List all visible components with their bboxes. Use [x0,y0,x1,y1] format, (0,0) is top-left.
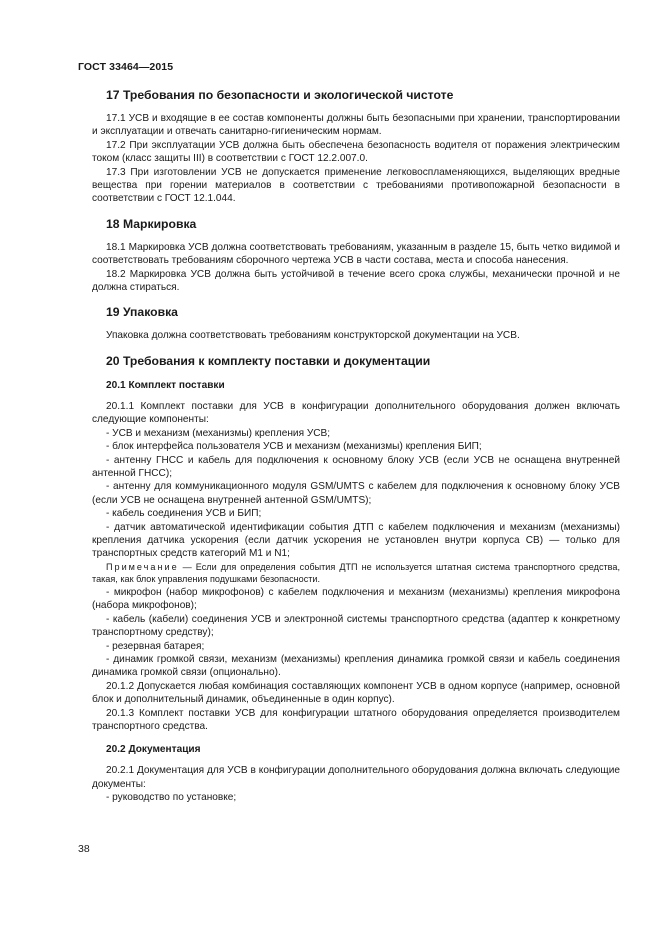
para-19: Упаковка должна соответствовать требованиям конструкторской документации на УСВ. [106,330,520,342]
section-17-title: 17 Требования по безопасности и экологической чистоте [106,88,454,102]
list-item: - кабель соединения УСВ и БИП; [106,508,262,520]
para-17-1: 17.1 УСВ и входящие в ее состав компоненты должны быть безопасными при хранении, транспортировании и эксплуатации и отвечать санитарно-гигиеническим нормам. [92,113,620,138]
list-item: - УСВ и механизм (механизмы) крепления УСВ; [106,427,331,439]
list-item: - антенну для коммуникационного модуля GSM/UMTS с кабелем для подключения к основному блоку УСВ (если УСВ не оснащена внутренней антенной GSM/UMTS); [92,481,620,506]
para-17-3: 17.3 При изготовлении УСВ не допускается применение легковоспламеняющихся, выделяющих вредные вещества при горении материалов в соответствии с требованиями противопожарной безопасности в соответствии с ГОСТ 12.1.044. [92,166,620,205]
page-number: 38 [78,843,90,855]
para-20-1-2: 20.1.2 Допускается любая комбинация составляющих компонент УСВ в одном корпусе (например, основной блок и дополнительный динамик, объединенные в один корпус). [92,680,620,706]
list-item: - руководство по установке; [106,792,237,804]
subsection-20-1-title: 20.1 Комплект поставки [106,379,225,391]
note-text: — Если для определения события ДТП не используется штатная система транспортного средства, такая, как блок управления подушками безопасности. [92,561,620,585]
document-header: ГОСТ 33464—2015 [78,61,174,73]
list-item: - динамик громкой связи, механизм (механизмы) крепления динамика громкой связи и кабель соединения динамика громкой связи (опционально). [92,653,620,679]
note-label: Примечание [106,561,179,572]
section-18-title: 18 Маркировка [106,216,197,231]
list-item: - кабель (кабели) соединения УСВ и электронной системы транспортного средства (адаптер к конкретному транспортному средству); [92,613,620,639]
list-item: - микрофон (набор микрофонов) с кабелем подключения и механизм (механизмы) крепления микрофона (набора микрофонов); [92,586,620,612]
para-20-1-3: 20.1.3 Комплект поставки УСВ для конфигурации штатного оборудования определяется производителем транспортного средства. [92,707,620,732]
list-item: - датчик автоматической идентификации события ДТП с кабелем подключения и механизм (механизмы) крепления датчика ускорения (если датчик ускорения не установлен внутри корпуса СВ) — только для транспортных средств категорий М1 и N1; [92,521,620,560]
list-item: - блок интерфейса пользователя УСВ и механизм (механизмы) крепления БИП; [106,441,482,453]
document-body [92,88,620,805]
list-item: - резервная батарея; [106,640,205,652]
section-20-title: 20 Требования к комплекту поставки и документации [106,353,431,368]
section-19-title: 19 Упаковка [106,305,178,320]
para-20-2-1: 20.2.1 Документация для УСВ в конфигурации дополнительного оборудования должна включать следующие документы: [92,765,620,790]
note [92,561,620,586]
para-18-1: 18.1 Маркировка УСВ должна соответствовать требованиям, указанным в разделе 15, быть четко видимой и соответствовать требованиям сборочного чертежа УСВ в части состава, места и способа нанесения. [92,241,620,267]
para-20-1-1: 20.1.1 Комплект поставки для УСВ в конфигурации дополнительного оборудования должен включать следующие компоненты: [92,400,620,426]
list-item: - антенну ГНСС и кабель для подключения к основному блоку УСВ (если УСВ не оснащена внутренней антенной ГНСС); [92,454,620,479]
subsection-20-2-title: 20.2 Документация [106,744,201,756]
para-17-2: 17.2 При эксплуатации УСВ должна быть обеспечена безопасность водителя от поражения электрическим током (класс защиты III) в соответствии с ГОСТ 12.2.007.0. [92,139,620,165]
para-18-2: 18.2 Маркировка УСВ должна быть устойчивой в течение всего срока службы, механически прочной и не должна стираться. [92,268,620,294]
